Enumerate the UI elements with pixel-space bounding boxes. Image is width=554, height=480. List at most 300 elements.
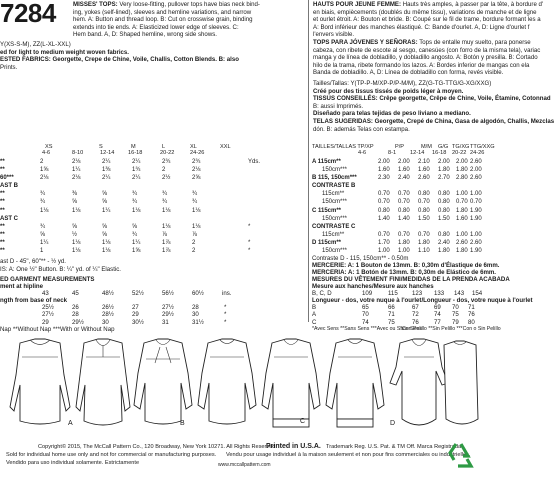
table-cell (456, 182, 468, 190)
table-cell: 1⅛ (102, 248, 111, 255)
table-cell: ⅝ (72, 199, 78, 206)
table-cell: 2.60 (470, 239, 482, 246)
size-code: TG/XG (452, 144, 470, 150)
unit-cell (248, 198, 260, 206)
hip-cell: 123 (412, 290, 423, 297)
fabric-line: ed for light to medium weight woven fabrics. (0, 48, 129, 56)
table-cell: 2.80 (456, 175, 468, 182)
hip-cell: 52½ (132, 290, 144, 297)
length-cell: 79 (452, 318, 459, 326)
length-cell: 25½ (42, 304, 54, 311)
table-cell (162, 215, 170, 223)
table-cell (102, 215, 110, 223)
table-cell: 1.00 (470, 191, 482, 198)
table-cell: ¾ (40, 223, 46, 230)
table-cell: 1⅛ (72, 239, 81, 246)
row-label: CONTRASTE C (312, 223, 356, 230)
left-size-column (40, 158, 48, 255)
size-num: 4-6 (358, 150, 367, 156)
left-size-column (192, 158, 200, 255)
measure-title-right: MESURES DU VÊTEMENT FINI/MEDIDAS DE LA PRENDA ACABADA (312, 276, 510, 283)
hip-cell: 115 (388, 290, 398, 297)
table-cell: 2.60 (470, 175, 482, 182)
table-cell: 0.80 (438, 191, 450, 198)
view-label-b: B (180, 420, 185, 427)
table-cell: 1.00 (470, 231, 482, 238)
table-cell: 1.00 (456, 231, 468, 238)
measure-title-left: ED GARMENT MEASUREMENTS (0, 276, 95, 283)
table-cell: 1.70 (378, 239, 390, 246)
left-sizes (0, 41, 239, 71)
table-cell (40, 215, 48, 223)
length-cell: 28½ (102, 311, 114, 319)
table-cell: 1.80 (456, 207, 468, 214)
table-cell: 2¼ (132, 175, 141, 182)
table-cell: 1.00 (398, 248, 410, 255)
cree-line: TISSUS CONSEILLÉS: Crêpe georgette, Crêpe de Chine, Voile, Étamine, Cotonnad (313, 95, 551, 103)
table-cell: 1⅛ (40, 207, 49, 214)
length-cell: 30 (192, 311, 199, 319)
table-cell: 1 (40, 248, 44, 255)
table-cell (398, 182, 410, 190)
table-cell: 0.70 (398, 199, 410, 206)
table-cell: 1¼ (132, 239, 141, 246)
size-code: XS (45, 144, 53, 150)
table-cell: 2 (192, 248, 196, 255)
right-size-column (438, 158, 450, 255)
size-num: 20-22 (160, 150, 175, 156)
size-code: G/G (438, 144, 449, 150)
nap-note-right-es: *Con Pelillo **Sin Pelillo ***Con o Sin Pelillo (400, 326, 501, 332)
sizes-line: Y(XS-S-M), ZZ(L-XL-XXL) (0, 41, 71, 48)
size-num: 4-6 (42, 150, 51, 156)
table-cell (40, 182, 48, 190)
table-cell: 1.60 (418, 167, 430, 174)
left-desc-line: ing, yokes (self-lined), sleeves and hemline variations, and narrow (73, 8, 252, 16)
length-cell: * (224, 304, 227, 311)
table-cell: 1⅝ (40, 167, 49, 174)
table-cell (418, 223, 430, 231)
right-size-column (398, 158, 410, 255)
left-description (73, 1, 260, 39)
left-size-column (132, 158, 140, 255)
garment-d-front-icon (390, 339, 448, 425)
table-cell: 1.80 (456, 167, 468, 174)
table-cell (162, 182, 170, 190)
right-size-column (456, 158, 468, 255)
sold-fr: Vendu pour usage individuel à la maison seulement et non pour fins commerciales ou industrielles. (226, 452, 471, 458)
view-label-a: A (68, 420, 73, 427)
spanish-line: Tops de entalle muy suelto, para ponerse (417, 38, 531, 46)
table-cell: 2¼ (102, 175, 111, 182)
table-cell: 2⅛ (72, 159, 81, 165)
length-cell: 29½ (72, 318, 84, 326)
table-cell: 2.60 (456, 239, 468, 246)
row-label: ** (0, 231, 5, 238)
size-num: 8-1 (388, 150, 397, 156)
size-num: 8-10 (72, 150, 84, 156)
table-cell: 1.80 (418, 239, 430, 246)
table-cell: ⅞ (192, 231, 198, 238)
table-cell (192, 215, 200, 223)
table-cell (102, 182, 110, 190)
table-cell: 0.80 (438, 207, 450, 214)
row-label: ** (0, 167, 5, 174)
length-cell: 71 (388, 311, 395, 319)
cree-line: B: aussi Imprimés. (313, 102, 364, 110)
table-cell: 1⅞ (162, 248, 171, 255)
table-cell (398, 223, 410, 231)
table-cell: ¾ (40, 191, 46, 198)
garment-c-back-icon (326, 339, 384, 427)
column-divider (308, 0, 309, 322)
left-desc-line: extends into tie ends. A: Elasticized lower edge of sleeves. C: (73, 23, 239, 31)
table-cell: 2¾ (162, 159, 171, 165)
table-cell: ¾ (132, 231, 138, 238)
table-cell: 0.70 (470, 199, 482, 206)
row-label: B 115, 150cm*** (312, 175, 357, 182)
unit-cell: * (248, 239, 251, 246)
size-code: M (131, 144, 136, 150)
length-cell: 76 (412, 318, 419, 326)
table-cell: 1.00 (378, 248, 390, 255)
table-cell: 2.70 (438, 175, 450, 182)
table-cell: 0.70 (398, 191, 410, 198)
hip-cell: 133 (434, 290, 445, 297)
table-cell (72, 215, 80, 223)
row-label: 150cm*** (322, 167, 348, 174)
table-cell (438, 182, 450, 190)
measure-sub-left: ment at hipline (0, 283, 43, 290)
unit-cell (248, 182, 260, 190)
size-num: 12-14 (100, 150, 115, 156)
length-cell: 75 (452, 311, 459, 319)
row-label: AST C (0, 215, 18, 222)
row-label: 150cm*** (322, 248, 348, 255)
table-cell: 1.80 (438, 167, 450, 174)
table-cell: 0.70 (378, 199, 390, 206)
garment-b-back-icon (198, 339, 256, 424)
table-cell: 2.60 (418, 175, 430, 182)
length-cell: 65 (362, 304, 369, 311)
length-cell: 27½ (162, 304, 174, 311)
fabric-line: ESTED FABRICS: Georgette, Crepe de Chine, Voile, Challis, Cotton Blends. B: also (0, 56, 239, 64)
cree-line: Créé pour des tissus tissés de poids léger à moyen. (313, 87, 464, 95)
table-cell: 1.80 (438, 248, 450, 255)
table-cell: 1¼ (72, 167, 81, 174)
length-cell: 29 (42, 318, 49, 326)
table-cell: 1.60 (378, 167, 390, 174)
recycle-icon (446, 440, 476, 470)
size-code: L (162, 144, 166, 150)
length-cell: 26½ (102, 304, 114, 311)
printed-in: Printed in U.S.A. (266, 443, 321, 450)
table-cell: 2¼ (102, 159, 111, 165)
length-cell: 74 (362, 318, 369, 326)
table-cell (470, 182, 482, 190)
hip-cell: 45 (72, 290, 79, 297)
length-cell: 70 (452, 304, 459, 311)
length-cell: 30 (102, 318, 109, 326)
french-line: en biais, empiècements (doublés du même tissu), variations de manche et de ligne (313, 8, 537, 16)
size-num: 20-22 (452, 150, 467, 156)
table-cell: 1⅞ (162, 239, 171, 246)
table-cell: 0.70 (456, 199, 468, 206)
size-code: TTG/XXG (470, 144, 495, 150)
table-cell: ⅝ (102, 223, 108, 230)
table-cell: ⅝ (40, 231, 46, 238)
table-cell: 1⅛ (72, 207, 81, 214)
table-cell: ¾ (192, 199, 198, 206)
website-link[interactable]: www.mccallpattern.com (218, 462, 271, 468)
left-row-labels (0, 158, 18, 255)
table-cell: ½ (72, 231, 78, 238)
table-cell: 2.30 (378, 175, 390, 182)
table-cell: 0.80 (418, 191, 430, 198)
table-cell: 2¾ (192, 159, 201, 165)
length-cell: B (312, 304, 317, 311)
table-cell (378, 182, 390, 190)
unit-cell (248, 174, 260, 182)
row-label: ** (0, 223, 5, 230)
garment-d-back-icon (444, 341, 478, 424)
hip-cell: 56½ (162, 290, 174, 297)
table-cell: 0.70 (378, 191, 390, 198)
spanish-line: cabeza, con ribete de escote al sesgo, canesúes (con forro de la misma tela), variac (313, 46, 541, 54)
length-cell: 27½ (42, 311, 54, 319)
table-cell: 1⅛ (162, 207, 171, 214)
table-cell: 2.00 (470, 167, 482, 174)
unit-cell: Yds. (248, 159, 261, 165)
row-label: 115cm** (322, 231, 345, 238)
left-contrast-d: ast D - 45", 60"** - ½ yd. (0, 258, 66, 265)
table-cell: 1.80 (398, 239, 410, 246)
length-cell: * (224, 311, 227, 319)
table-cell (456, 223, 468, 231)
unit-cell (248, 231, 260, 239)
row-label: ** (0, 207, 5, 214)
right-contrast-d: Contraste D - 115, 150cm** - 0.50m (312, 255, 409, 262)
table-cell: 1⅛ (162, 223, 171, 230)
hip-row-label: B, C, D (312, 290, 332, 297)
table-cell: 1⅜ (102, 167, 111, 174)
table-cell (72, 182, 80, 190)
unit-cell (248, 207, 260, 215)
french-line: Hauts très amples, à passer par la tête, à bordure d' (401, 1, 544, 8)
french-line: A: Bord inférieur des manches élastiqué. C: Bande d'ourlet. A, D: Ligne d'ourlet f (313, 23, 530, 31)
table-cell: ⅝ (72, 223, 78, 230)
table-cell: 2 (162, 167, 166, 174)
table-cell: 1.50 (438, 215, 450, 222)
spanish-line: hilo de la trama, ribete formando los lazos. A: Bordes inferior de mangas con ela (313, 61, 530, 69)
table-cell: 1⅝ (132, 248, 141, 255)
garment-a-front-icon (76, 339, 130, 425)
table-cell: 2⅝ (192, 175, 201, 182)
left-size-column (162, 158, 170, 255)
spanish-line: manga y de línea de dobladillo, y dobladillo angosto. A: Botón y presilla. B: Cortado (313, 54, 538, 62)
table-cell: 0.80 (398, 207, 410, 214)
row-label: C 115cm** (312, 207, 342, 214)
table-cell: ⅝ (102, 199, 108, 206)
copyright: Copyright© 2015, The McCall Pattern Co., 120 Broadway, New York 10271. All Rights Reserved. (38, 444, 277, 450)
row-label: 150cm*** (322, 215, 348, 222)
table-cell: 2¼ (132, 159, 141, 165)
row-label: 115cm** (322, 191, 345, 198)
left-desc-line: Very loose-fitting, pullover tops have bias neck bind- (117, 1, 260, 8)
size-num: 24-26 (190, 150, 205, 156)
length-cell: 75 (388, 318, 395, 326)
row-label: D 115cm** (312, 239, 342, 246)
hip-unit: ins. (222, 290, 232, 297)
garment-a-back-icon (10, 339, 70, 424)
table-cell: ⅝ (102, 231, 108, 238)
table-cell: 2.10 (418, 159, 430, 165)
row-label: A 115cm** (312, 159, 341, 165)
table-cell: 2.00 (456, 159, 468, 165)
length-cell: 31½ (192, 318, 204, 326)
hip-cell: 154 (472, 290, 483, 297)
yds-column (248, 158, 260, 255)
nap-note-left: Nap **Without Nap ***With or Without Nap (0, 326, 115, 333)
length-cell: 26 (72, 304, 79, 311)
row-label: ** (0, 248, 5, 255)
table-cell: ¾ (132, 191, 138, 198)
right-description (313, 1, 554, 133)
table-cell: 0.70 (418, 199, 430, 206)
left-title: MISSES' TOPS: (73, 1, 118, 8)
left-notions: IS: A: One ½" Button. B: ¼" yd. of ¼" Elastic. (0, 266, 121, 273)
cree-line: Diseñado para telas tejidas de peso liviano a mediano. (313, 110, 471, 118)
french-line: l'envers visible. (313, 31, 355, 39)
table-cell (470, 223, 482, 231)
length-cell: 74 (434, 311, 441, 319)
table-cell: 1¾ (132, 167, 141, 174)
length-cell: 71 (468, 304, 475, 311)
table-cell (192, 182, 200, 190)
table-cell: 0.80 (418, 207, 430, 214)
table-cell: 1¼ (40, 239, 49, 246)
length-cell: 69 (434, 304, 441, 311)
left-desc-line: Hem band. A, D: Shaped hemline, wrong side shows. (73, 31, 217, 39)
length-cell: 67 (412, 304, 419, 311)
right-size-column (378, 158, 390, 255)
length-cell: 29 (132, 311, 139, 319)
size-num: 16-18 (128, 150, 143, 156)
size-code: XXL (220, 144, 231, 150)
row-label: 150cm*** (322, 199, 348, 206)
merceria-line: MERCERIA: A: 1 Botón de 13mm. B: 0,30m de Elástico de 6mm. (312, 269, 496, 276)
table-cell: 1.60 (456, 215, 468, 222)
right-row-labels (312, 158, 357, 255)
fabric-line: Prints. (0, 63, 18, 71)
table-cell (132, 182, 140, 190)
right-size-column (418, 158, 430, 255)
row-label: ** (0, 159, 5, 165)
size-code: S (99, 144, 103, 150)
unit-cell (248, 190, 260, 198)
table-cell: 0.80 (438, 231, 450, 238)
length-cell: 76 (468, 311, 475, 319)
tailles-header: TAILLES/TALLAS TP/XP (312, 144, 374, 150)
table-cell: ¾ (40, 199, 46, 206)
table-cell: 1⅛ (132, 207, 141, 214)
table-cell (438, 223, 450, 231)
table-cell: 1.40 (398, 215, 410, 222)
size-code: M/M (421, 144, 432, 150)
length-cell: 80 (468, 318, 475, 326)
table-cell: 1¼ (102, 207, 111, 214)
length-title-right: Longueur - dos, votre nuque à l'ourlet/Longueur - dos, votre nuque à l'ourlet (312, 297, 533, 304)
length-cell: A (312, 311, 317, 319)
length-cell: 77 (434, 318, 441, 326)
table-cell: ⅝ (102, 191, 108, 198)
table-cell: 2.00 (398, 159, 410, 165)
length-cell: * (224, 318, 227, 326)
table-cell: ¾ (192, 191, 198, 198)
table-cell: 1.40 (378, 215, 390, 222)
unit-cell: * (248, 223, 251, 230)
hip-cell: 48½ (102, 290, 114, 297)
length-title-left: ngth from base of neck (0, 297, 68, 304)
table-cell (378, 223, 390, 231)
left-desc-line: hem. A: Button and thread loop. B: Cut on crosswise grain, binding (73, 16, 253, 24)
left-table-header (0, 144, 300, 157)
view-label-d: D (390, 420, 396, 427)
length-cell: C (312, 318, 317, 326)
table-cell: ¾ (162, 191, 168, 198)
table-cell: 1⅛ (102, 239, 111, 246)
mercerie-line: MERCERIE: A: 1 Bouton de 13mm. B: 0,30m d'Élastique de 6mm. (312, 262, 500, 269)
spanish-title: TOPS PARA JÓVENES Y SEÑORAS: (313, 38, 418, 46)
trademark: Trademark Reg. U.S. Pat. & TM Off. Marca Registrada (326, 444, 462, 450)
view-label-c: C (300, 418, 306, 425)
length-cell: 70 (362, 311, 369, 319)
table-cell: 0.80 (378, 207, 390, 214)
table-cell: ¾ (132, 199, 138, 206)
table-cell: ⅞ (162, 231, 168, 238)
table-cell: 2⅛ (72, 175, 81, 182)
table-cell: ¾ (162, 199, 168, 206)
table-cell: 1⅛ (192, 207, 201, 214)
length-cell: 28 (192, 304, 199, 311)
table-cell: 0.70 (378, 231, 390, 238)
spanish-line: Banda de dobladillo. A, D: Línea de dobladillo con forma, revés visible. (313, 69, 504, 77)
table-cell: 2.00 (438, 159, 450, 165)
cree-line: TELAS SUGERIDAS: Georgette, Crepé de China, Gasa de algodón, Challis, Mezclas (313, 117, 554, 125)
length-cell: 28 (72, 311, 79, 319)
row-label: ** (0, 199, 5, 206)
size-num: 12-14 (410, 150, 425, 156)
left-size-column (72, 158, 80, 255)
hip-cell: 109 (362, 290, 373, 297)
size-num: 16-18 (432, 150, 447, 156)
table-cell: 1.00 (456, 191, 468, 198)
french-line: et ourlet étroit. A: Bouton et bride. B: Coupé sur le fil de trame, bordure formant les a (313, 16, 541, 24)
size-code: P/P (395, 144, 405, 150)
table-cell: 1.80 (456, 248, 468, 255)
right-title: HAUTS POUR JEUNE FEMME: (313, 1, 402, 8)
table-cell: 1⅛ (192, 223, 201, 230)
table-cell: 1.60 (398, 167, 410, 174)
hip-cell: 143 (454, 290, 465, 297)
table-cell: 1.10 (418, 248, 430, 255)
hip-cell: 60½ (192, 290, 204, 297)
table-cell: 1.50 (418, 215, 430, 222)
length-cell: 72 (412, 311, 419, 319)
garment-b-front-icon (134, 339, 192, 424)
row-label: AST B (0, 183, 18, 190)
table-cell: 2.00 (378, 159, 390, 165)
